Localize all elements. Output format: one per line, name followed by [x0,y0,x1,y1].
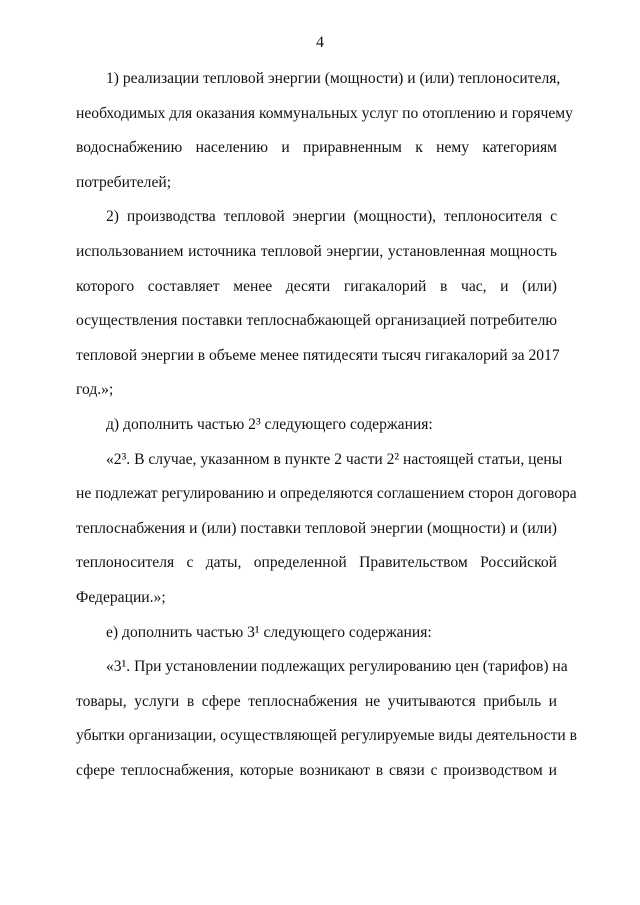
text-line: водоснабжению населению и приравненным к нему категориям [76,139,557,157]
paragraph [76,408,557,443]
text-line: необходимых для оказания коммунальных услуг по отоплению и горячему [76,104,573,122]
text-line: «2³. В случае, указанном в пункте 2 части 2² настоящей статьи, цены [106,450,563,468]
text-line: сфере теплоснабжения, которые возникают в связи с производством и [76,761,557,779]
paragraph [76,200,560,408]
text-line: теплоснабжения и (или) поставки тепловой энергии (мощности) и (или) [76,519,557,537]
text-line: Федерации.»; [76,588,166,606]
text-line: которого составляет менее десяти гигакалорий в час, и (или) [76,277,557,295]
paragraph [76,616,557,651]
paragraph [76,62,573,200]
text-line: год.»; [76,381,114,399]
text-line: осуществления поставки теплоснабжающей организацией потребителю [76,312,557,330]
text-line: убытки организации, осуществляющей регулируемые виды деятельности в [76,727,578,745]
page-number: 4 [316,34,324,51]
text-line: 1) реализации тепловой энергии (мощности) и (или) теплоносителя, [106,70,561,87]
text-line: «3¹. При установлении подлежащих регулированию цен (тарифов) на [106,658,568,676]
text-line: использованием источника тепловой энергии, установленная мощность [76,242,557,260]
text-line: тепловой энергии в объеме менее пятидесяти тысяч гигакалорий за 2017 [76,346,560,364]
text-line: не подлежат регулированию и определяются соглашением сторон договора [76,485,577,503]
text-line: е) дополнить частью 3¹ следующего содержания: [106,623,432,641]
document-body [76,62,578,788]
text-line: д) дополнить частью 2³ следующего содержания: [106,415,433,433]
text-line: 2) производства тепловой энергии (мощности), теплоносителя с [106,208,557,226]
text-line: теплоносителя с даты, определенной Правительством Российской [76,554,557,572]
paragraph [76,443,577,616]
paragraph [76,650,578,788]
text-line: товары, услуги в сфере теплоснабжения не учитываются прибыль и [76,692,557,710]
text-line: потребителей; [76,173,172,191]
